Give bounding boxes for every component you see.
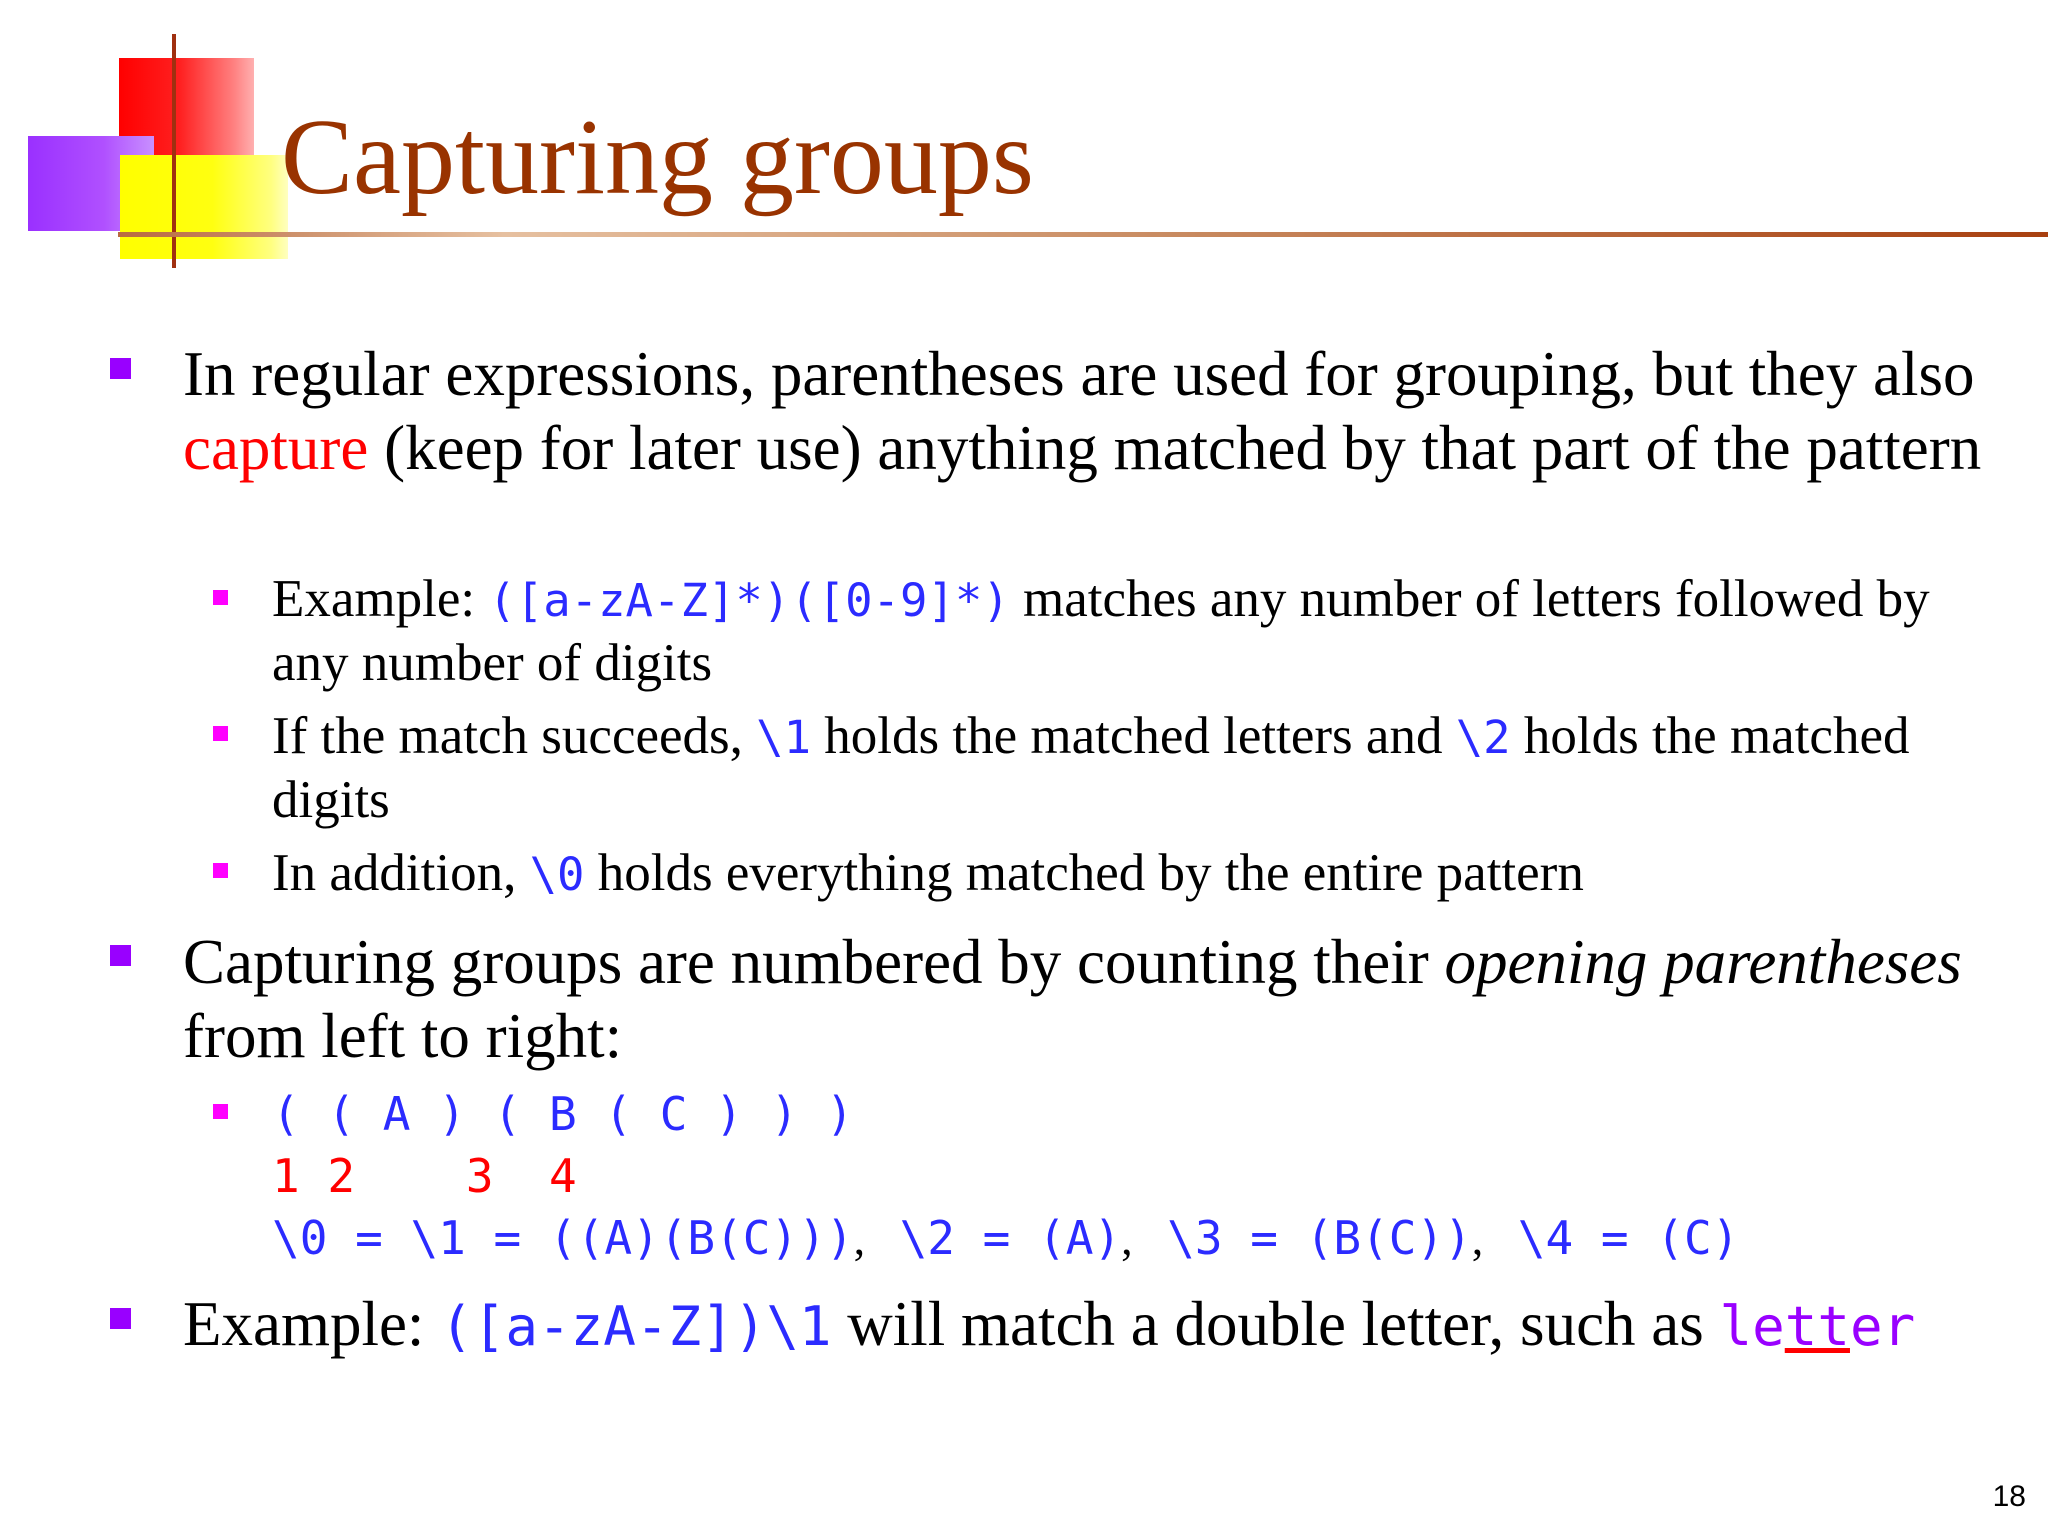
bullet-numbering (183, 925, 1983, 1073)
bullet-text: If the match succeeds, (272, 707, 757, 765)
bullet-text: will match a double letter, such as (831, 1289, 1720, 1359)
regex-code: ([a-zA-Z])\1 (440, 1295, 832, 1358)
bullet-text: matches any number of letters followed by any number of digits (272, 570, 1930, 692)
bullet-marker-level2 (213, 726, 228, 741)
bullet-marker-level1 (110, 358, 131, 379)
group-numbering-example (272, 1083, 1739, 1270)
bullet-text: Example: (272, 570, 489, 628)
bullet-text: from left to right: (183, 1001, 623, 1071)
title-underline (118, 232, 2048, 237)
subbullet-in-addition (272, 842, 1992, 906)
example-word: letter (1719, 1295, 1916, 1358)
bullet-double-letter (183, 1287, 1983, 1364)
bullet-marker-level2 (213, 1104, 228, 1119)
bullet-marker-level2 (213, 863, 228, 878)
slide-title: Capturing groups (281, 98, 1034, 217)
italic-text: opening parentheses (1444, 927, 1962, 997)
bullet-text: holds everything matched by the entire pattern (584, 844, 1584, 902)
bullet-text: In addition, (272, 844, 530, 902)
page-number: 18 (1992, 1480, 2026, 1513)
bullet-text: holds the matched letters and (811, 707, 1456, 765)
code-line-numbers: 1 2 3 4 (272, 1149, 577, 1203)
regex-code: ([a-zA-Z]*)([0-9]*) (488, 574, 1010, 627)
bullet-marker-level1 (110, 1308, 131, 1329)
code-line: ( ( A ) ( B ( C ) ) ) (272, 1087, 854, 1141)
highlight-capture: capture (183, 413, 369, 483)
logo-yellow-square (120, 155, 288, 259)
bullet-text: Capturing groups are numbered by counting their (183, 927, 1445, 997)
backref-code: \1 (756, 711, 812, 764)
bullet-text: In regular expressions, parentheses are used for grouping, but they also (183, 339, 1975, 409)
double-letter-underline: tt (1784, 1295, 1850, 1358)
bullet-marker-level2 (213, 590, 228, 605)
backref-code: \2 (1455, 711, 1511, 764)
backref-code: \0 (529, 848, 585, 901)
bullet-text: (keep for later use) anything matched by that part of the pattern (368, 413, 1982, 483)
subbullet-match-succeeds (272, 705, 1992, 831)
bullet-text: holds the matched digits (272, 707, 1910, 829)
bullet-text: Example: (183, 1289, 441, 1359)
bullet-capture (183, 337, 1983, 485)
bullet-marker-level1 (110, 945, 131, 966)
subbullet-example (272, 568, 1992, 694)
code-line: \0 = \1 = ((A)(B(C))), \2 = (A), \3 = (B(C)), \4 = (C) (272, 1211, 1740, 1265)
